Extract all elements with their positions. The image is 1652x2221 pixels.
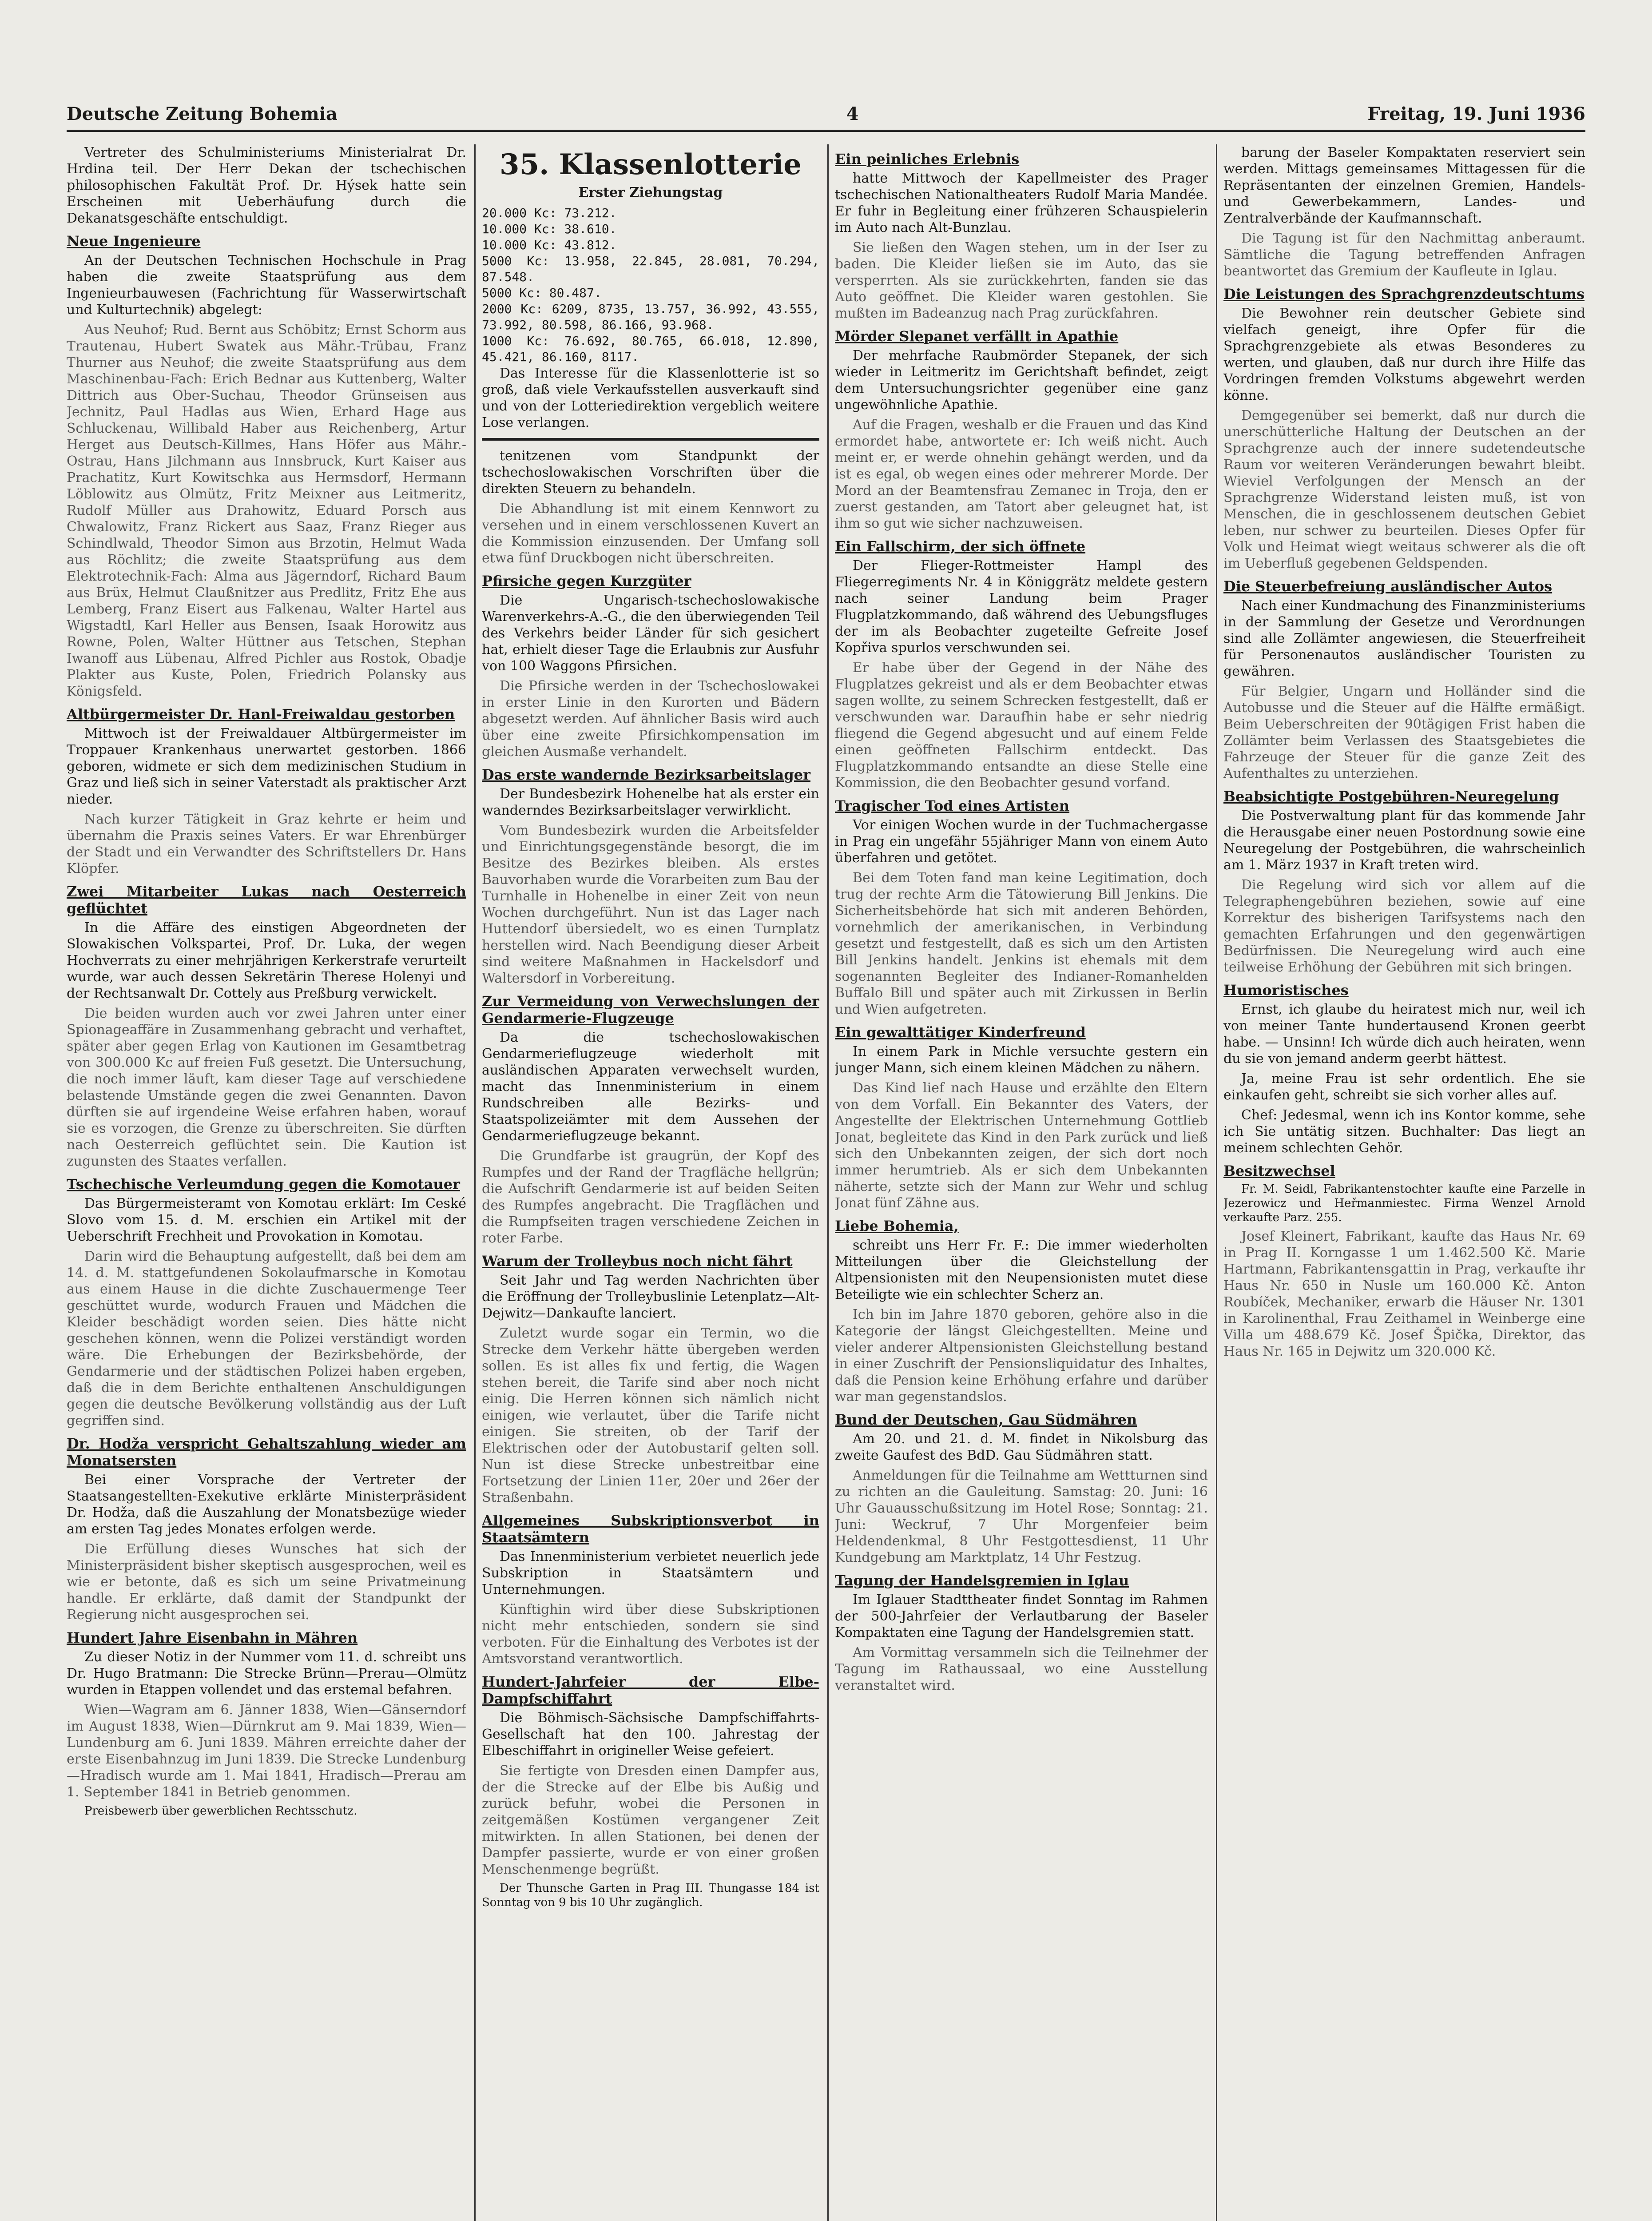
article-text: Chef: Jedesmal, wenn ich ins Kontor komme, sehe ich Sie untätig sitzen. Buchhalter: Das liegt an meinem schlechten Gehör. [1223,1107,1585,1156]
article-text: An der Deutschen Technischen Hochschule in Prag haben die zweite Staatsprüfung aus dem Ingenieurbauwesen (Fachrichtung für Wasserwirtschaft und Kulturtechnik) abgelegt: [67,253,466,318]
headline: Neue Ingenieure [67,233,201,250]
issue-date: Freitag, 19. Juni 1936 [1367,103,1585,124]
article-text: Anmeldungen für die Teilnahme am Wettturnen sind zu richten an die Gauleitung. Samstag: 20. Juni: 16 Uhr Gauausschußsitzung im Hotel Rose; Sonntag: 21. Juni: Weckruf, 7 Uhr Morgenfeier beim Heldendenkmal, 8 Uhr Festgottesdienst, 11 Uhr Kundgebung am Marktplatz, 14 Uhr Festzug. [835,1468,1208,1565]
column-1 [67,144,466,2221]
article-text: Darin wird die Behauptung aufgestellt, daß bei dem am 14. d. M. stattgefundenen Sokolaufmarsche in Komotau aus einem Hause in die dichte Zuschauermenge Teer geschüttet wurde, wodurch Frauen und Mädchen die Kleider beschädigt worden seien. Dies hätte nicht geschehen können, wenn die Polizei verständigt worden wäre. Die Erhebungen der Bezirksbehörde, der Gendarmerie und der städtischen Polizei haben ergeben, daß die in dem Berichte enthaltenen Anschuldigungen gegen die deutsche Bevölkerung vollständig aus der Luft gegriffen sind. [67,1249,466,1429]
article-text: Aus Neuhof; Rud. Bernt aus Schöbitz; Ernst Schorm aus Trautenau, Hubert Swatek aus Mähr.-Trübau, Franz Thurner aus Neuhof; die zweite Staatsprüfung aus dem Maschinenbau-Fach: Erich Bednar aus Kuttenberg, Walter Dittrich aus Ober-Suchau, Theodor Grünseisen aus Jechnitz, Paul Hadlas aus Wien, Erhard Hage aus Schluckenau, Willibald Haber aus Reichenberg, Artur Herget aus Deutsch-Killmes, Hans Höfer aus Mähr.-Ostrau, Hans Jilchmann aus Innsbruck, Kurt Kaiser aus Prachatitz, Kurt Kowitschka aus Hermsdorf, Hermann Löblowitz aus Olmütz, Fritz Meixner aus Leitmeritz, Rudolf Müller aus Drahowitz, Eduard Porsch aus Chwalowitz, Franz Rickert aus Saaz, Franz Rieger aus Schindlwald, Theodor Simon aus Brzotin, Helmut Wada aus Röchlitz; die zweite Staatsprüfung aus dem Elektrotechnik-Fach: Alma aus Jägerndorf, Richard Baum aus Brüx, Helmut Claußnitzer aus Predlitz, Fritz Ehe aus Lemberg, Franz Eisert aus Falkenau, Walter Hartel aus Wigstadtl, Karl Heller aus Bensen, Isaak Horowitz aus Rowne, Polen, Walter Hüttner aus Tetschen, Stephan Iwanoff aus Lübenau, Alfred Pichler aus Rostok, Obadje Plakter aus Kuste, Polen, Friedrich Polansky aus Königsfeld. [67,322,466,699]
article-text: Sie ließen den Wagen stehen, um in der Iser zu baden. Die Kleider ließen sie im Auto, das sie versperrten. Als sie zurückkehrten, fanden sie das Auto geöffnet. Die Kleider waren gestohlen. Sie mußten im Badeanzug nach Prag zurückfahren. [835,240,1208,321]
article-text: Die Pfirsiche werden in der Tschechoslowakei in erster Linie in den Kurorten und Bädern abgesetzt werden. Auf ähnlicher Basis wird auch über eine zweite Pfirsichkompensation im gleichen Ausmaße verhandelt. [482,678,819,760]
article-text: Mittwoch ist der Freiwaldauer Altbürgermeister im Troppauer Krankenhaus unerwartet gestorben. 1866 geboren, widmete er sich dem medizinischen Studium in Graz und ließ sich in seiner Vaterstadt als praktischer Arzt nieder. [67,726,466,807]
article-text: Die Böhmisch-Sächsische Dampfschiffahrts-Gesellschaft hat den 100. Jahrestag der Elbeschiffahrt in origineller Weise gefeiert. [482,1710,819,1759]
headline: Altbürgermeister Dr. Hanl-Freiwaldau gestorben [67,706,455,723]
headline: Beabsichtigte Postgebühren-Neuregelung [1223,788,1559,805]
lottery-row: 20.000 Kc: 73.212. [482,206,617,220]
headline: Ein Fallschirm, der sich öffnete [835,538,1086,555]
article-text: Die Ungarisch-tschechoslowakische Warenverkehrs-A.-G., die den überwiegenden Teil des Verkehrs beider Länder für sich gesichert hat, erhielt dieser Tage die Erlaubnis zur Ausfuhr von 100 Waggons Pfirsichen. [482,593,819,674]
article-text: Der Flieger-Rottmeister Hampl des Fliegerregiments Nr. 4 in Königgrätz meldete gestern nach seiner Landung beim Prager Flugplatzkommando, daß während des Uebungsfluges der im als Beobachter zugeteilte Gefreite Josef Kopřiva spurlos verschwunden sei. [835,558,1208,656]
article-text: Ich bin im Jahre 1870 geboren, gehöre also in die Kategorie der längst Gleichgestellten. Meine und vieler anderer Altpensionisten Gleichstellung bestand in einer Zuschrift der Pensionsliquidatur des Inhaltes, daß die Pension keine Erhöhung erfahre und darüber war man gegenstandslos. [835,1307,1208,1405]
article-text: Ja, meine Frau ist sehr ordentlich. Ehe sie einkaufen geht, schreibt sie sich vorher alles auf. [1223,1071,1585,1103]
lottery-row: 10.000 Kc: 43.812. [482,238,617,252]
article-text: Nach einer Kundmachung des Finanzministeriums in der Sammlung der Gesetze und Verordnungen sind alle Zollämter angewiesen, die Steuerfreiheit für Personenautos ausländischer Touristen zu gewähren. [1223,598,1585,679]
article-text: Zuletzt wurde sogar ein Termin, wo die Strecke dem Verkehr hätte übergeben werden sollen. Es ist alles fix und fertig, die Wagen stehen bereit, die Tarife sind aber noch nicht einig. Die Herren können sich nämlich nicht einigen, wie verlautet, über die Tarife nicht einigen. Sie streiten, ob der Tarif der Elektrischen oder der Autobustarif gelten soll. Nun ist diese Strecke unbestreitbar eine Fortsetzung der Linien 11er, 20er und 26er der Straßenbahn. [482,1325,819,1505]
article-text: Am 20. und 21. d. M. findet in Nikolsburg das zweite Gaufest des BdD. Gau Südmähren statt. [835,1431,1208,1463]
column-4 [1223,144,1585,2221]
headline: Liebe Bohemia, [835,1218,959,1234]
lottery-title: 35. Klassenlotterie [500,148,802,181]
article-text: Nach kurzer Tätigkeit in Graz kehrte er heim und übernahm die Praxis seines Vaters. Er war Ehrenbürger der Stadt und ein Verwandter des Schriftstellers Dr. Hans Klöpfer. [67,812,466,876]
article-text: barung der Baseler Kompaktaten reserviert sein werden. Mittags gemeinsames Mittagessen für die Repräsentanten der einzelnen Gremien, Handels- und Gewerbekammern, Landes- und Zentralverbände der Kaufmannschaft. [1223,145,1585,226]
headline: Die Leistungen des Sprachgrenzdeutschtums [1223,286,1585,303]
headline: Zwei Mitarbeiter Lukas nach Oesterreich geflüchtet [67,883,466,917]
article-text: Fr. M. Seidl, Fabrikantenstochter kaufte eine Parzelle in Jezerowicz und Heřmanmiestec. Firma Wenzel Arnold verkaufte Parz. 255. [1223,1182,1585,1224]
headline: Hundert Jahre Eisenbahn in Mähren [67,1629,358,1646]
headline: Humoristisches [1223,982,1349,999]
article-text: Das Interesse für die Klassenlotterie ist so groß, daß viele Verkaufsstellen ausverkauft sind und von der Lotteriedirektion vergeblich weitere Lose verlangen. [482,366,819,430]
article-text: Die Regelung wird sich vor allem auf die Telegraphengebühren beziehen, sowie auf eine Korrektur des bisherigen Tarifsystems nach den gemachten Erfahrungen und den gegenwärtigen Bedürfnissen. Die Neuregelung wird auch eine teilweise Erhöhung der Gebühren mit sich bringen. [1223,877,1585,975]
article-text: Seit Jahr und Tag werden Nachrichten über die Eröffnung der Trolleybuslinie Letenplatz—Alt-Dejwitz—Dankaufte lanciert. [482,1273,819,1321]
article-text: Auf die Fragen, weshalb er die Frauen und das Kind ermordet habe, antwortete er: Ich weiß nicht. Auch meint er, er werde ohnehin gehängt werden, und da ist es egal, ob wegen eines oder mehrerer Morde. Der Mord an der Beamtensfrau Zemanec in Troja, den er zuerst gestanden, am Tatort aber geleugnet hat, ist ihm so gut wie sicher nachzuweisen. [835,417,1208,531]
article-text: schreibt uns Herr Fr. F.: Die immer wiederholten Mitteilungen über die Gleichstellung der Altpensionisten mit den Neupensionisten mutet diese Beteiligte wie ein schlechter Scherz an. [835,1238,1208,1302]
headline: Tagung der Handelsgremien in Iglau [835,1572,1129,1589]
lottery-subtitle: Erster Ziehungstag [578,185,723,200]
headline: Besitzwechsel [1223,1162,1335,1179]
headline: Bund der Deutschen, Gau Südmähren [835,1411,1137,1428]
article-text: Für Belgier, Ungarn und Holländer sind die Autobusse und die Steuer auf die Hälfte ermäßigt. Beim Ueberschreiten der 90tägigen Frist haben die Zollämter beim Verlassen des Staatsgebietes die Fahrzeuge der Steuer für die ganze Zeit des Aufenthaltes zu unterziehen. [1223,684,1585,781]
article-text: Die Postverwaltung plant für das kommende Jahr die Herausgabe einer neuen Postordnung sowie eine Neuregelung der Postgebühren, die wahrscheinlich am 1. März 1937 in Kraft treten wird. [1223,808,1585,873]
article-text: Vom Bundesbezirk wurden die Arbeitsfelder und Einrichtungsgegenstände besorgt, die im Besitze des Bezirkes bleiben. Als erstes Bauvorhaben wurde die Vorarbeiten zum Bau der Turnhalle in Hohenelbe in einer Zeit von neun Wochen durchgeführt. Nun ist das Lager nach Huttendorf übersiedelt, wo es einen Turnplatz herstellen wird. Nach Beendigung dieser Arbeit sind weitere Maßnahmen in Hackelsdorf und Waltersdorf in Vorbereitung. [482,823,819,986]
article-text: Sie fertigte von Dresden einen Dampfer aus, der die Strecke auf der Elbe bis Außig und zurück befuhr, wobei die Personen in zeitgemäßen Kostümen vergangener Zeit mitwirkten. In allen Stationen, bei denen der Dampfer passierte, wurde er von einer großen Menschenmenge begrüßt. [482,1763,819,1877]
header-rule [67,130,1585,132]
headline: Allgemeines Subskriptionsverbot in Staatsämtern [482,1512,819,1546]
article-text: Er habe über der Gegend in der Nähe des Flugplatzes gekreist und als er dem Beobachter etwas sagen wollte, zu seinem Schrecken festgestellt, daß er verschwunden war. Daraufhin habe er sehr niedrig fliegend die Gegend abgesucht und auf einem Felde einen geöffneten Fallschirm entdeckt. Das Flugplatzkommando entsandte an diese Stelle eine Kommission, die den Beobachter gesund vorfand. [835,660,1208,791]
article-text: Der Bundesbezirk Hohenelbe hat als erster ein wanderndes Bezirksarbeitslager verwirklicht. [482,786,819,818]
article-text: Das Innenministerium verbietet neuerlich jede Subskription in Staatsämtern und Unternehmungen. [482,1549,819,1597]
column-divider [474,144,476,2221]
headline: Das erste wandernde Bezirksarbeitslager [482,766,810,783]
column-3 [835,144,1208,2221]
column-divider [1216,144,1217,2221]
article-text: Das Kind lief nach Hause und erzählte den Eltern von dem Vorfall. Ein Bekannter des Vaters, der Angestellte der Elektrischen Unternehmung Gottlieb Jonat, begleitete das Kind in den Park zurück und ließ sich den Unbekannten zeigen, der sich dort noch immer herumtrieb. Als er sich dem Unbekannten näherte, setzte sich der Mann zur Wehr und schlug Jonat fünf Zähne aus. [835,1080,1208,1211]
headline: Ein gewalttätiger Kinderfreund [835,1024,1086,1041]
masthead: Deutsche Zeitung Bohemia [67,103,338,124]
lottery-row: 5000 Kc: 80.487. [482,286,602,300]
article-text: Die beiden wurden auch vor zwei Jahren unter einer Spionageaffäre in Zusammenhang gebracht und verhaftet, später aber gegen Erlag von Kautionen im Gesamtbetrag von 300.000 Kc auf freien Fuß gesetzt. Die Untersuchung, die noch immer läuft, kam dieser Tage auf verschiedene belastende Umstände gegen die zwei Genannten. Davon dürften sie auf irgendeine Weise erfahren haben, worauf sie es vorzogen, die Grenze zu überschreiten. Sie dürften nach Oesterreich geflüchtet sein. Die Kaution ist zugunsten des Staates verfallen. [67,1006,466,1169]
article-text: Die Bewohner rein deutscher Gebiete sind vielfach geneigt, ihre Opfer für die Sprachgrenzgebiete als etwas Besonderes zu werten, und glauben, daß nur durch ihre Hilfe das Vordringen fremden Volkstums abgewehrt werden könne. [1223,306,1585,403]
article-text: Die Abhandlung ist mit einem Kennwort zu versehen und in einem verschlossenen Kuvert an die Kommission einzusenden. Der Umfang soll etwa fünf Druckbogen nicht überschreiten. [482,501,819,566]
headline: Ein peinliches Erlebnis [835,151,1020,167]
article-text: Die Erfüllung dieses Wunsches hat sich der Ministerpräsident bisher skeptisch ausgesprochen, weil es wie er betonte, daß es sich um seine Privatmeinung handle. Er erklärte, daß damit der Standpunkt der Regierung nicht ausgesprochen sei. [67,1541,466,1623]
headline: Pfirsiche gegen Kurzgüter [482,573,691,589]
article-text: Wien—Wagram am 6. Jänner 1838, Wien—Gänserndorf im August 1838, Wien—Dürnkrut am 9. Mai 1839, Wien—Lundenburg am 6. Juni 1839. Mähren erreichte daher der erste Eisenbahnzug im Juni 1839. Die Strecke Lundenburg—Hradisch wurde am 1. Mai 1841, Hradisch—Prerau am 1. September 1841 in Betrieb genommen. [67,1702,466,1800]
headline: Die Steuerbefreiung ausländischer Autos [1223,578,1553,595]
lottery-row: 5000 Kc: 13.958, 22.845, 28.081, 70.294, 87.548. [482,254,819,284]
article-text: Der Thunsche Garten in Prag III. Thungasse 184 ist Sonntag von 9 bis 10 Uhr zugänglich. [482,1882,819,1909]
article-text: Vertreter des Schulministeriums Ministerialrat Dr. Hrdina teil. Der Herr Dekan der tschechischen philosophischen Fakultät Prof. Dr. Hýsek hatte sein Erscheinen mit Ueberhäufung durch die Dekanatsgeschäfte entschuldigt. [67,145,466,226]
article-text: Am Vormittag versammeln sich die Teilnehmer der Tagung im Rathaussaal, wo eine Ausstellung veranstaltet wird. [835,1645,1208,1693]
article-text: In die Affäre des einstigen Abgeordneten der Slowakischen Volkspartei, Prof. Dr. Luka, der wegen Hochverrats zu einer mehrjährigen Kerkerstrafe verurteilt wurde, war auch dessen Sekretärin Therese Holenyi und der Rechtsanwalt Dr. Cottely aus Preßburg verwickelt. [67,920,466,1001]
article-text: Zu dieser Notiz in der Nummer vom 11. d. schreibt uns Dr. Hugo Bratmann: Die Strecke Brünn—Prerau—Olmütz wurden in Etappen vollendet und das erstemal befahren. [67,1649,466,1698]
article-text: tenitzenen vom Standpunkt der tschechoslowakischen Vorschriften über die direkten Steuern zu behandeln. [482,448,819,497]
column-divider [827,144,829,2221]
article-text: Das Bürgermeisteramt von Komotau erklärt: Im Ceské Slovo vom 15. d. M. erschien ein Artikel mit der Ueberschrift Frechheit und Provokation in Komotau. [67,1196,466,1244]
column-2 [482,144,819,2221]
article-text: Im Iglauer Stadttheater findet Sonntag im Rahmen der 500-Jahrfeier der Verlautbarung der Baseler Kompaktaten eine Tagung der Handelsgremien statt. [835,1592,1208,1640]
lottery-row: 10.000 Kc: 38.610. [482,222,617,236]
article-text: Preisbewerb über gewerblichen Rechtsschutz. [84,1804,357,1818]
article-text: Künftighin wird über diese Subskriptionen nicht mehr entschieden, sondern sie sind verboten. Für die Einhaltung des Verbotes ist der Amtsvorstand verantwortlich. [482,1602,819,1667]
headline: Zur Vermeidung von Verwechslungen der Gendarmerie-Flugzeuge [482,993,819,1027]
headline: Dr. Hodža verspricht Gehaltszahlung wieder am Monatsersten [67,1435,466,1469]
article-text: Die Grundfarbe ist graugrün, der Kopf des Rumpfes und der Rand der Tragfläche hellgrün; die Aufschrift Gendarmerie ist auf beiden Seiten des Rumpfes angebracht. Die Tragflächen und die Rumpfseiten tragen verschiedene Zeichen in roter Farbe. [482,1148,819,1246]
headline: Hundert-Jahrfeier der Elbe-Dampfschiffahrt [482,1673,819,1707]
article-text: Vor einigen Wochen wurde in der Tuchmachergasse in Prag ein ungefähr 55jähriger Mann von einem Auto überfahren und getötet. [835,817,1208,866]
article-text: Josef Kleinert, Fabrikant, kaufte das Haus Nr. 69 in Prag II. Korngasse 1 um 1.462.500 Kč. Marie Hartmann, Fabrikantensgattin in Prag, verkaufte ihr Haus Nr. 650 in Nusle um 160.000 Kč. Anton Roubíček, Mechaniker, erwarb die Häuser Nr. 1301 in Karolinenthal, Frau Zeithamel in Weinberge eine Villa um 488.679 Kč. Josef Špička, Direktor, das Haus Nr. 165 in Dejwitz um 320.000 Kč. [1223,1229,1585,1359]
lottery-row: 1000 Kc: 76.692, 80.765, 66.018, 12.890, 45.421, 86.160, 8117. [482,334,819,364]
headline: Tragischer Tod eines Artisten [835,797,1070,814]
box-rule [482,438,819,441]
headline: Warum der Trolleybus noch nicht fährt [482,1253,793,1270]
article-text: Die Tagung ist für den Nachmittag anberaumt. Sämtliche die Tagung betreffenden Anfragen beantwortet das Gremium der Kaufleute in Iglau. [1223,231,1585,279]
article-text: Ernst, ich glaube du heiratest mich nur, weil ich von meiner Tante hundertausend Kronen geerbt habe. — Unsinn! Ich würde dich auch heiraten, wenn du sie von jemand anderm geerbt hättest. [1223,1002,1585,1067]
page-number: 4 [846,103,859,124]
article-text: Bei dem Toten fand man keine Legitimation, doch trug der rechte Arm die Tätowierung Bill Jenkins. Die Sicherheitsbehörde hat sich mit anderen Behörden, vornehmlich der amerikanischen, in Verbindung gesetzt und festgestellt, daß es sich um den Artisten Bill Jenkins handelt. Jenkins ist ehemals mit dem sogenannten Begleiter des Indianer-Romanhelden Buffalo Bill und später auch mit Zirkussen in Berlin und Wien aufgetreten. [835,870,1208,1017]
article-text: hatte Mittwoch der Kapellmeister des Prager tschechischen Nationaltheaters Rudolf Maria Mandée. Er fuhr in Begleitung einer frühzeren Schauspielerin im Auto nach Alt-Bunzlau. [835,171,1208,235]
article-text: Da die tschechoslowakischen Gendarmerieflugzeuge wiederholt mit ausländischen Apparaten verwechselt wurden, macht das Innenministerium in einem Rundschreiben alle Bezirks- und Staatspolizeiämter mit dem Aussehen der Gendarmerieflugzeuge bekannt. [482,1030,819,1144]
article-text: Bei einer Vorsprache der Vertreter der Staatsangestellten-Exekutive erklärte Ministerpräsident Dr. Hodža, daß die Auszahlung der Monatsbezüge wieder am ersten Tag jedes Monates erfolgen werde. [67,1472,466,1537]
article-text: In einem Park in Michle versuchte gestern ein junger Mann, sich einem kleinen Mädchen zu nähern. [835,1044,1208,1076]
article-text: Demgegenüber sei bemerkt, daß nur durch die unerschütterliche Haltung der Deutschen an der Sprachgrenze auch der innere sudetendeutsche Raum vor weiteren Veränderungen bewahrt bleibt. Wieviel Verfolgungen der Mensch an der Sprachgrenze Widerstand leisten muß, ist von Menschen, die in geschlossenem deutschen Gebiet leben, nur schwer zu beurteilen. Dieses Opfer für Volk und Heimat wiegt weitaus schwerer als die oft im Ueberfluß gegebenen Geldspenden. [1223,408,1585,571]
article-text: Der mehrfache Raubmörder Stepanek, der sich wieder in Leitmeritz im Gerichtshaft befindet, zeigt dem Untersuchungsrichter gegenüber eine ganz ungewöhnliche Apathie. [835,348,1208,413]
lottery-row: 2000 Kc: 6209, 8735, 13.757, 36.992, 43.555, 73.992, 80.598, 86.166, 93.968. [482,302,819,332]
headline: Tschechische Verleumdung gegen die Komotauer [67,1176,460,1193]
headline: Mörder Slepanet verfällt in Apathie [835,328,1119,345]
page-header [67,89,1585,124]
